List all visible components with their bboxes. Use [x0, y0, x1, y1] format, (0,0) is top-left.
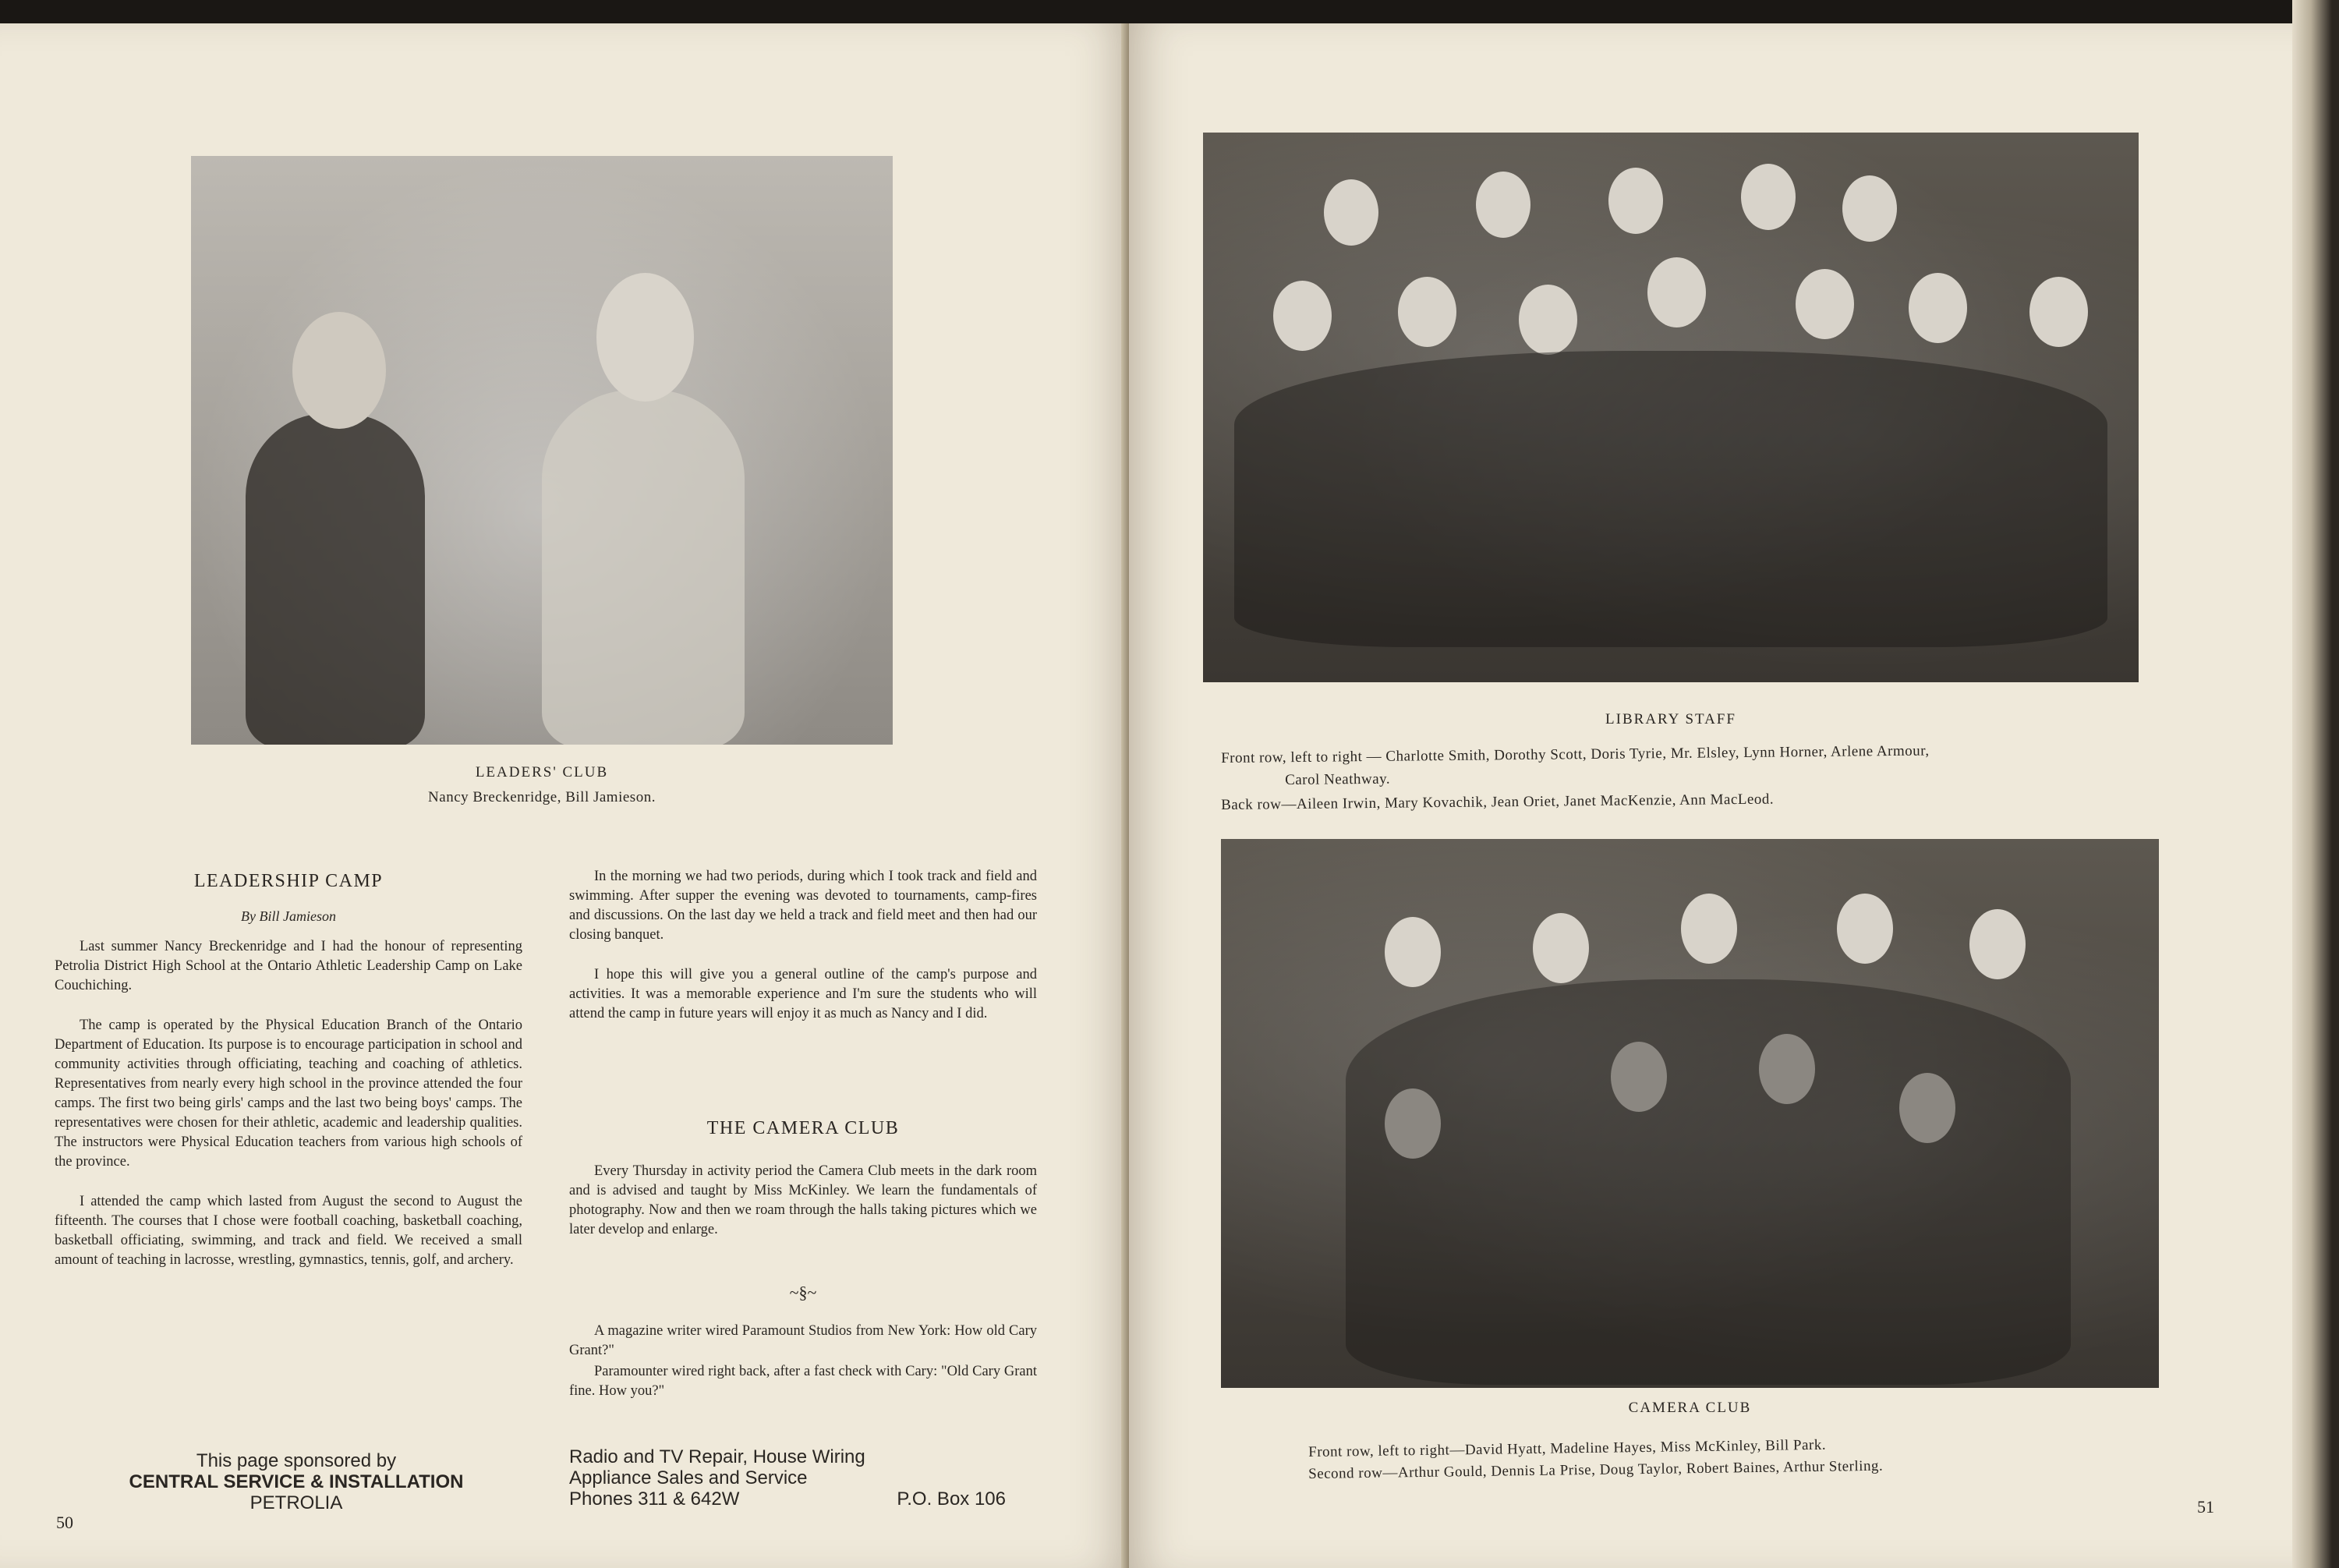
person-head [1837, 894, 1893, 964]
library-staff-caption-title: LIBRARY STAFF [1605, 711, 1736, 727]
person-head [1741, 164, 1796, 230]
right-page [1129, 23, 2339, 1568]
paragraph: I attended the camp which lasted from August the second to August the fifteenth. The courses that I chose were football coaching, basketball coaching, basketball officiating, swimming, and track and field. We received a small amount of teaching in lacrosse, wrestling, gymnastics, tennis, golf, and archery. [55, 1194, 522, 1268]
article-title-leadership-camp: LEADERSHIP CAMP [193, 871, 384, 891]
person-head [1681, 894, 1737, 964]
left-page [0, 23, 1129, 1568]
paragraph: In the morning we had two periods, during which I took track and field and swimming. After supper the evening was devoted to tournaments, camp-fires and discussions. On the last day we held a track and field meet and then had our closing banquet. [569, 869, 1037, 943]
person-head [1273, 281, 1332, 351]
person-head [596, 273, 694, 402]
sponsor-pobox: P.O. Box 106 [897, 1488, 1006, 1510]
joke-text [569, 1322, 1037, 1421]
article-column-1 [55, 937, 522, 1290]
person-figure [1346, 979, 2071, 1385]
sponsor-services-line: Radio and TV Repair, House Wiring [569, 1446, 865, 1467]
library-staff-front-row: Front row, left to right — Charlotte Smith, Dorothy Scott, Doris Tyrie, Mr. Elsley, Lynn Horner, Arlene Armour, [1221, 742, 1930, 766]
sponsor-town: PETROLIA [249, 1492, 343, 1513]
person-head [1519, 285, 1577, 355]
library-staff-front-row-cont: Carol Neathway. [1285, 770, 1391, 788]
person-figure [542, 390, 745, 745]
camera-club-photo [1221, 839, 2159, 1388]
book-edge [2292, 0, 2339, 1568]
ornament-divider: ~§~ [789, 1283, 817, 1302]
leaders-club-photo [191, 156, 893, 745]
paragraph: Paramounter wired right back, after a fast check with Cary: "Old Cary Grant fine. How you?" [569, 1364, 1037, 1399]
article-title-camera-club: THE CAMERA CLUB [706, 1118, 900, 1138]
person-figure [1234, 351, 2107, 647]
person-head [1969, 909, 2026, 979]
person-head [1796, 269, 1854, 339]
camera-club-second-row: Second row—Arthur Gould, Dennis La Prise, Doug Taylor, Robert Baines, Arthur Sterling. [1308, 1457, 1884, 1482]
library-staff-back-row: Back row—Aileen Irwin, Mary Kovachik, Jean Oriet, Janet MacKenzie, Ann MacLeod. [1221, 791, 1775, 813]
sponsor-line: This page sponsored by [196, 1450, 397, 1471]
paragraph: Last summer Nancy Breckenridge and I had the honour of representing Petrolia District High School at the Ontario Athletic Leadership Camp on Lake Couchiching. [55, 939, 522, 993]
person-head [1476, 172, 1530, 238]
paragraph: A magazine writer wired Paramount Studios from New York: How old Cary Grant?" [569, 1323, 1037, 1358]
camera-club-front-row: Front row, left to right—David Hyatt, Madeline Hayes, Miss McKinley, Bill Park. [1308, 1436, 1827, 1460]
sponsor-services-line: Appliance Sales and Service [569, 1467, 808, 1488]
person-head [2029, 277, 2088, 347]
person-figure [246, 413, 425, 745]
paragraph: I hope this will give you a general outline of the camp's purpose and activities. It was a memorable experience and I'm sure the students who will attend the camp in future years will enjoy it as much as Nancy and I did. [569, 967, 1037, 1021]
paragraph: The camp is operated by the Physical Education Branch of the Ontario Department of Education. Its purpose is to encourage participation in school and community activities through officiating, teaching and coaching of athletics. Representatives from nearly every high school in the province attended the four camps. The first two being girls' camps and the last two being boys' camps. The representatives were chosen for their athletic, academic and leadership qualities. The instructors were Physical Education teachers from various high schools of the province. [55, 1018, 522, 1170]
camera-club-article [569, 1162, 1037, 1260]
camera-club-caption-title: CAMERA CLUB [1628, 1400, 1752, 1416]
sponsor-services [569, 1446, 1037, 1510]
sponsor-company: CENTRAL SERVICE & INSTALLATION [129, 1471, 464, 1492]
person-head [1398, 277, 1456, 347]
paragraph: Every Thursday in activity period the Camera Club meets in the dark room and is advised and taught by Miss McKinley. We learn the fundamentals of photography. Now and then we roam through the halls taking pictures which we later develop and enlarge. [569, 1163, 1037, 1237]
person-head [1909, 273, 1967, 343]
person-head [1385, 917, 1441, 987]
library-staff-photo [1203, 133, 2139, 682]
leaders-club-caption-title: LEADERS' CLUB [475, 764, 609, 780]
article-column-2 [569, 867, 1037, 1044]
leaders-club-caption-names: Nancy Breckenridge, Bill Jamieson. [428, 789, 656, 805]
sponsor-block [90, 1450, 503, 1513]
person-head [1324, 179, 1378, 246]
person-head [1842, 175, 1897, 242]
sponsor-phones: Phones 311 & 642W [569, 1488, 740, 1510]
person-head [1608, 168, 1663, 234]
page-number-right: 51 [2197, 1497, 2214, 1517]
page-number-left: 50 [56, 1513, 73, 1532]
person-head [1533, 913, 1589, 983]
person-head [292, 312, 386, 429]
sponsor-contact-line [569, 1488, 1006, 1510]
person-head [1647, 257, 1706, 327]
article-byline: By Bill Jamieson [241, 908, 336, 924]
